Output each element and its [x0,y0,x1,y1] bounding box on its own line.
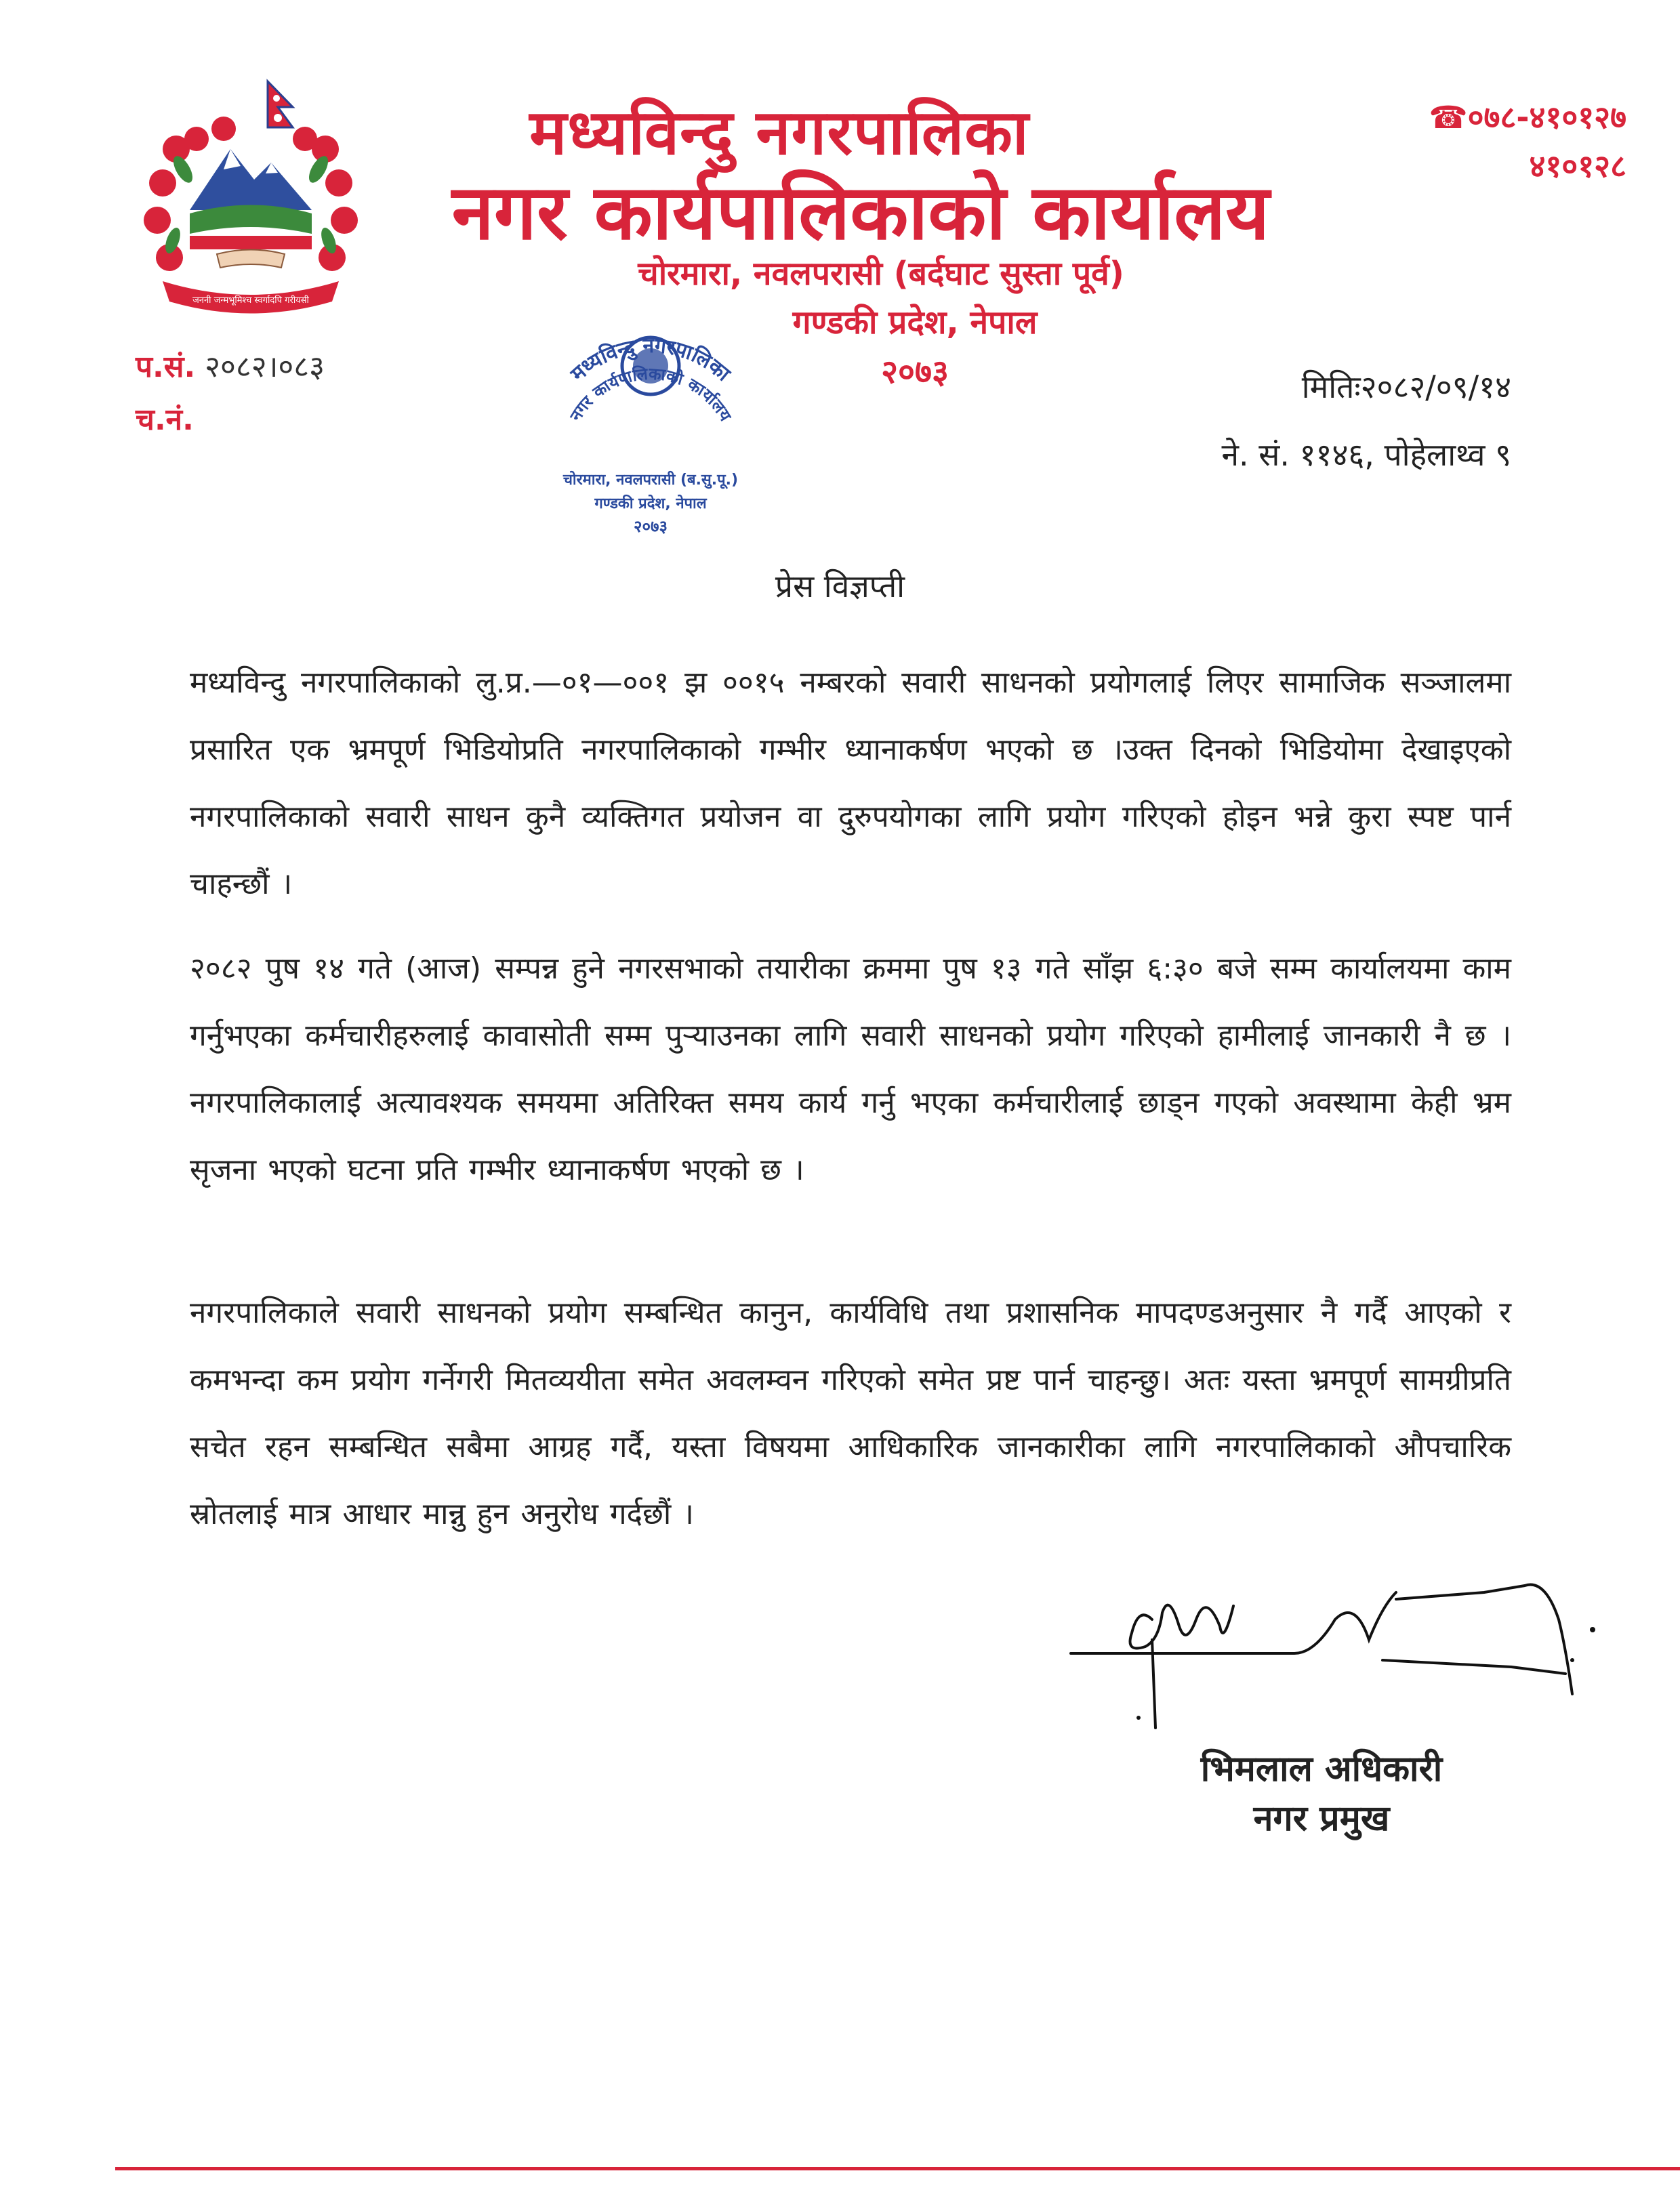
reference-cn-label: च.नं. [136,402,194,437]
press-release-title: प्रेस विज्ञप्ती [775,568,905,604]
handshake-icon [217,250,285,268]
stamp-line4: गण्डकी प्रदेश, नेपाल [594,495,707,512]
stamp-year: २०७३ [634,517,668,536]
flag-icon [268,81,293,127]
footer-rule [115,2167,1680,2170]
emblem-motto: जननी जन्मभूमिश्च स्वर्गादपि गरीयसी [192,295,309,306]
signatory-name: भिमलाल अधिकारी [1200,1749,1443,1790]
stamp-line2: नगर कार्यपालिकाको कार्यालय [566,364,735,425]
reference-ps [136,352,325,382]
address-line: चोरमारा, नवलपरासी (बर्दघाट सुस्ता पूर्व) [638,255,1124,293]
body-paragraph-2: २०८२ पुष १४ गते (आज) सम्पन्न हुने नगरसभाको तयारीका क्रममा पुष १३ गते साँझ ६:३० बजे सम्म कार्यालयमा काम गर्नुभएका कर्मचारीहरुलाई कावासोती सम्म पुऱ्याउनका लागि सवारी साधनको प्रयोग गरिएको हामीलाई जानकारी नै छ । नगरपालिकालाई अत्यावश्यक समयमा अतिरिक्त समय कार्य गर्नु भएका कर्मचारीलाई छाड्न गएको अवस्थामा केही भ्रम सृजना भएको घटना प्रति गम्भीर ध्यानाकर्षण भएको छ । [190,951,1511,1187]
established-year: २०७३ [881,353,949,391]
body-paragraph-3: नगरपालिकाले सवारी साधनको प्रयोग सम्बन्धित कानुन, कार्यविधि तथा प्रशासनिक मापदण्डअनुसार नै गर्दै आएको र कमभन्दा कम प्रयोग गर्नेगरी मितव्ययीता समेत अवलम्वन गरिएको समेत प्रष्ट पार्न चाहन्छु। अतः यस्ता भ्रमपूर्ण सामग्रीप्रति सचेत रहन सम्बन्धित सबैमा आग्रह गर्दै, यस्ता विषयमा आधिकारिक जानकारीका लागि नगरपालिकाको औपचारिक स्रोतलाई मात्र आधार मान्नु हुन अनुरोध गर्दछौं । [190,1296,1511,1531]
nepal-samvat-date: ने. सं. ११४६, पोहेलाथ्व ९ [1221,436,1511,473]
ps-label: प.सं. [136,350,196,384]
office-stamp [515,318,786,562]
phone-number-primary: ☎०७८-४१०१२७ [1429,99,1626,136]
ps-value: २०८२।०८३ [205,350,325,384]
phone-number-secondary: ४१०१२८ [1529,148,1626,184]
body-paragraph-1: मध्यविन्दु नगरपालिकाको लु.प्र.—०१—००१ झ ००१५ नम्बरको सवारी साधनको प्रयोगलाई लिएर सामाजिक सञ्जालमा प्रसारित एक भ्रमपूर्ण भिडियोप्रति नगरपालिकाको गम्भीर ध्यानाकर्षण भएको छ ।उक्त दिनको भिडियोमा देखाइएको नगरपालिकाको सवारी साधन कुनै व्यक्तिगत प्रयोजन वा दुरुपयोगका लागि प्रयोग गरिएको होइन भन्ने कुरा स्पष्ट पार्न चाहन्छौं । [190,665,1511,901]
mountain-icon [190,149,312,249]
stamp-line3: चोरमारा, नवलपरासी (ब.सु.पू.) [562,472,739,489]
stamp-line1: मध्यविन्दु नगरपालिका [566,333,735,386]
province-line: गण्डकी प्रदेश, नेपाल [792,304,1038,342]
handwritten-signature [1050,1565,1633,1735]
office-name: नगर कार्यपालिकाको कार्यालय [451,169,1270,257]
municipality-name: मध्यविन्दु नगरपालिका [529,96,1029,169]
signatory-designation: नगर प्रमुख [1253,1798,1390,1839]
letter-date: मितिः२०८२/०९/१४ [1301,369,1511,405]
